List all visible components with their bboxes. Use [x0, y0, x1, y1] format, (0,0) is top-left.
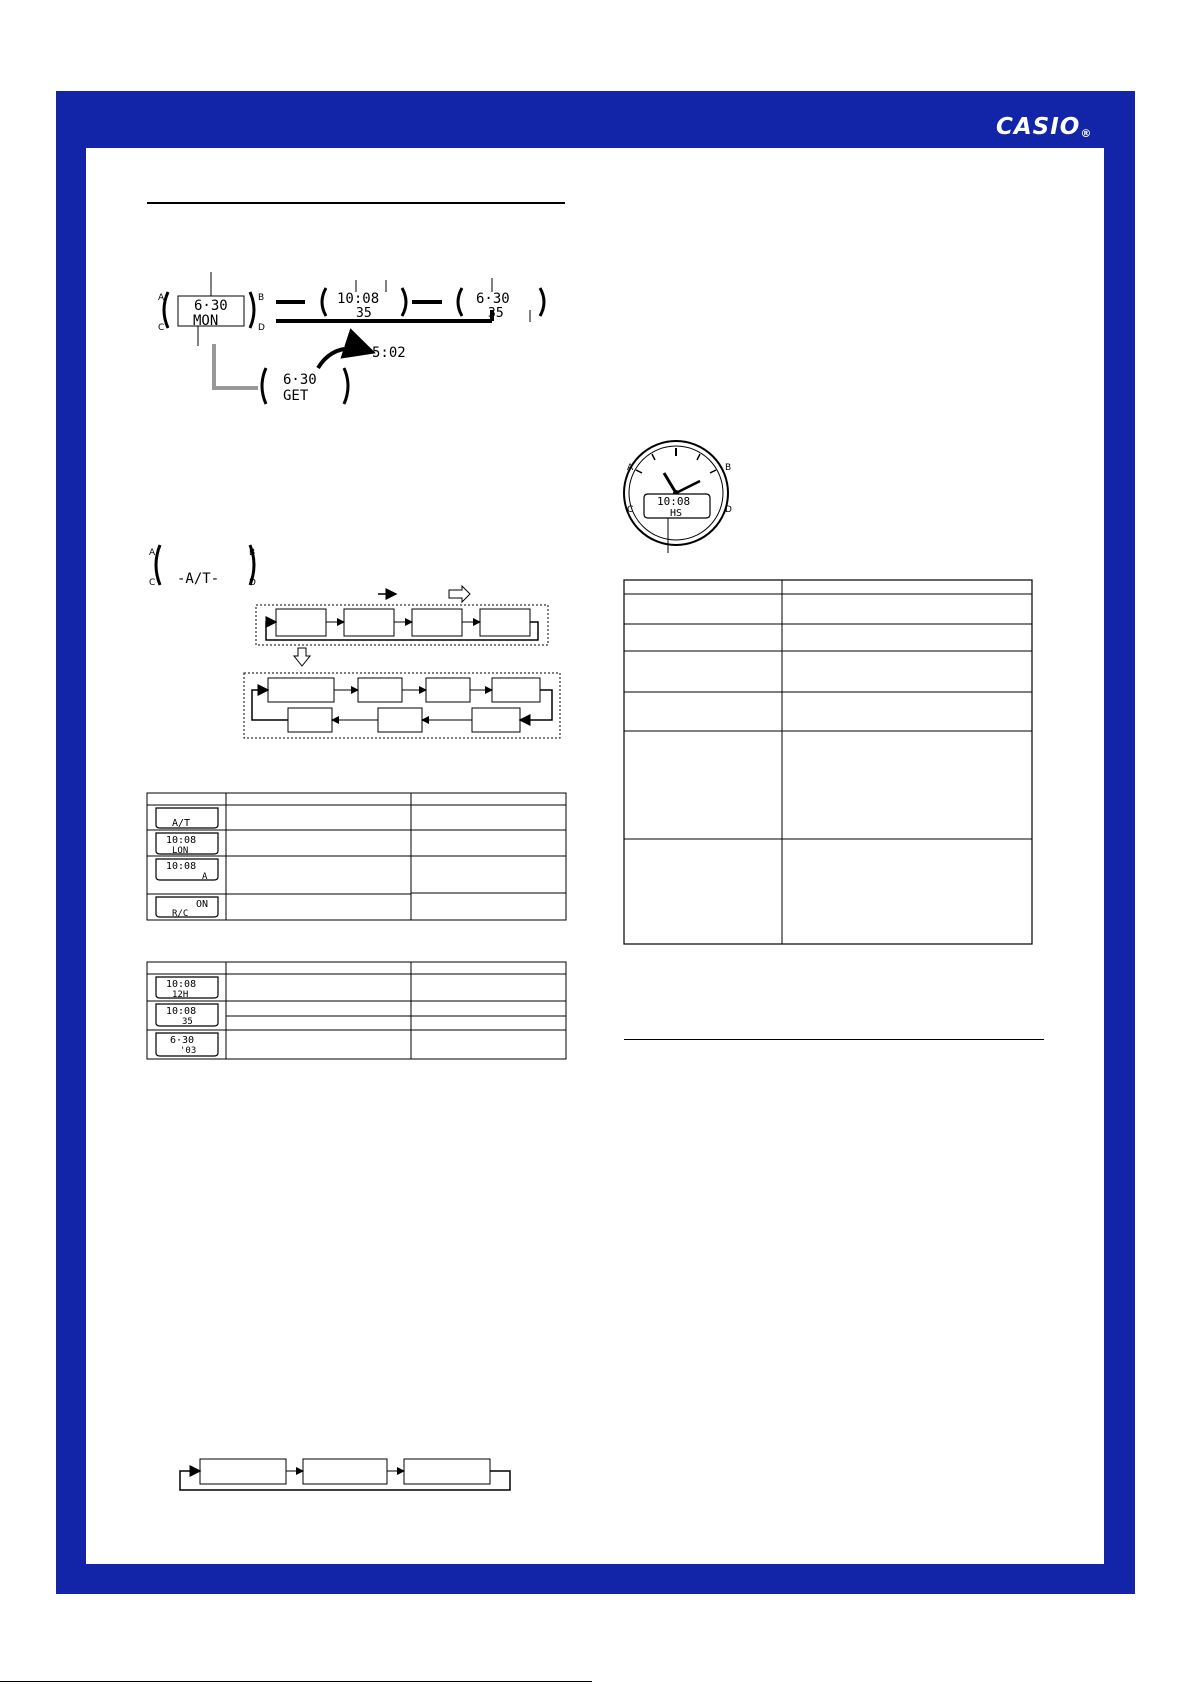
analog-lcd-time: 10:08 [657, 495, 691, 508]
button-d-label: D [258, 323, 265, 333]
table1-row-top: 10:08 [166, 861, 197, 872]
table1-row-bottom: R/C [172, 909, 189, 919]
table2-row-bottom: '03 [180, 1046, 197, 1056]
table2-row-bottom: 12H [172, 990, 189, 1000]
lcd-get: GET [283, 388, 309, 404]
button-c-label: C [158, 323, 165, 333]
button-b-label: B [725, 463, 732, 473]
watch-display-time [322, 280, 406, 321]
table1-lcd-icons [156, 808, 218, 919]
right-table [624, 580, 1032, 944]
lcd-auto: -A/T- [177, 571, 220, 587]
button-a-label: A [149, 548, 156, 558]
table2-row-top: 10:08 [166, 1006, 197, 1017]
lcd-receive-time: 5:02 [372, 345, 406, 361]
button-b-label: B [258, 293, 265, 303]
button-a-label: A [627, 463, 634, 473]
settings-table-1 [147, 793, 566, 920]
button-a-label: A [158, 293, 165, 303]
button-d-label: D [725, 505, 732, 515]
lcd-day: MON [193, 313, 219, 329]
lcd-date: 6·30 [194, 298, 228, 314]
watch-display-date-seconds [458, 278, 544, 322]
lcd-seconds: 35 [356, 306, 372, 321]
flow-diagram-1 [256, 586, 548, 666]
flow-diagram-3 [180, 1459, 510, 1490]
analog-lcd-hs: HS [670, 508, 683, 519]
button-c-label: C [627, 505, 634, 515]
table2-row-top: 10:08 [166, 979, 197, 990]
button-b-label: B [249, 548, 256, 558]
watch-display-date [158, 272, 265, 346]
footer-rule [0, 1681, 592, 1682]
registered-mark: ® [1080, 127, 1093, 140]
gray-connector [214, 344, 258, 388]
table2-lcd-icons [156, 977, 218, 1056]
lcd-seconds: 35 [488, 306, 504, 321]
analog-watch-face [624, 441, 732, 553]
table1-row-bottom: A [202, 872, 208, 882]
table1-row-top: ON [196, 899, 209, 910]
watch-display-auto [149, 545, 256, 588]
button-d-label: D [249, 578, 256, 588]
brand-text: CASIO [996, 114, 1081, 140]
lcd-time: 10:08 [337, 291, 380, 307]
table1-row-bottom: LON [172, 846, 189, 856]
table2-row-bottom: 35 [182, 1017, 193, 1027]
lcd-date: 6·30 [283, 372, 317, 388]
flow-diagram-2 [244, 673, 560, 738]
curved-arrow [318, 348, 372, 368]
watch-display-get [262, 368, 348, 404]
table1-row-bottom: A/T [172, 818, 191, 829]
button-c-label: C [149, 578, 156, 588]
table2-row-top: 6·30 [170, 1035, 195, 1046]
lcd-date: 6·30 [476, 291, 510, 307]
table1-row-top: 10:08 [166, 835, 197, 846]
